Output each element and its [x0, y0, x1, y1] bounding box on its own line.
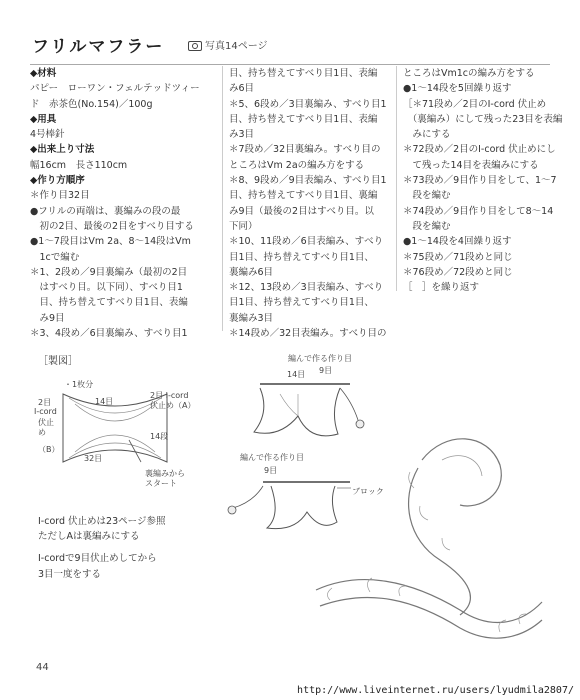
fourteen-stitches-label: 14目 [95, 397, 114, 406]
start-label-2: スタート [145, 479, 177, 488]
illus1-caption: 編んで作る作り目 [288, 354, 352, 363]
instruction-line: 初の2目、最後の2目をすべり目する [30, 220, 194, 232]
instruction-line: ◆作り方順序 [30, 175, 85, 187]
illus1-9-label: 9目 [319, 366, 333, 375]
instruction-line: 裏編み6目 [229, 266, 274, 278]
instruction-line: ◆材料 [30, 68, 57, 79]
instruction-line: ●1〜7段目はVm 2a、8〜14段はVm [30, 236, 191, 248]
instructions-column-2 [222, 66, 394, 340]
photo-reference-text: 写真14ページ [205, 41, 268, 52]
instruction-line: ＊12、13段め／3目表編み、すべり [229, 282, 384, 294]
illus2-9-label: 9目 [264, 466, 278, 475]
thirty-two-stitches-label: 32目 [84, 454, 103, 463]
camera-icon [188, 41, 202, 51]
instruction-line: ◆用具 [30, 113, 57, 125]
icord-left-label-1: 2目 [38, 398, 52, 407]
instruction-line: 段を編む [403, 190, 451, 202]
instruction-line: ●1〜14段を4回繰り返す [403, 236, 512, 248]
instruction-line: 目、持ち替えてすべり目1目、裏編 [229, 190, 378, 202]
instruction-line: ＊1、2段め／9目裏編み（最初の2目 [30, 266, 188, 278]
page-title: フリルマフラー [32, 37, 165, 57]
instruction-line: 目、持ち替えてすべり目1目、表編 [229, 113, 378, 125]
instruction-line: ［ ］を繰り返す [403, 282, 480, 294]
instruction-line: ＊5、6段め／3目裏編み、すべり目1 [229, 98, 387, 110]
instruction-line: 目1目、持ち替えてすべり目1目、 [229, 251, 374, 263]
instruction-line: 1cで編む [30, 251, 80, 263]
illus2-block-label: ブロック [352, 487, 384, 496]
instruction-line: ところはVm1cの編み方をする [403, 68, 535, 79]
icord-right-label-2: 伏止め（A） [150, 401, 196, 410]
icord-right-label-1: 2目 I-cord [150, 391, 189, 400]
instruction-line: ＊3、4段め／6目裏編み、すべり目1 [30, 328, 188, 340]
illus2-caption: 編んで作る作り目 [240, 453, 304, 462]
instruction-line: ●フリルの両端は、裏編みの段の最 [30, 205, 181, 217]
instruction-line: ド 赤茶色(No.154)／100g [30, 98, 153, 110]
instruction-line: 目1目、持ち替えてすべり目1目、 [229, 297, 374, 309]
instruction-line: み3目 [229, 129, 255, 141]
photo-reference [188, 37, 268, 52]
instruction-line: ＊8、9段め／9目表編み、すべり目1 [229, 175, 387, 187]
instruction-line: みにする [403, 129, 451, 141]
instruction-line: ＊74段め／9目作り目をして8〜14 [403, 205, 554, 217]
instruction-line: 段を編む [403, 220, 451, 232]
instruction-line: み9目 [30, 312, 65, 324]
instruction-line: 目、持ち替えてすべり目1目、表編 [30, 297, 188, 309]
instruction-line: ＊73段め／9目作り目をして、1〜7 [403, 175, 557, 187]
page-number: 44 [36, 662, 49, 673]
diagram-section-label: ［製図］ [38, 356, 78, 367]
instruction-line: （裏編み）にして残った23目を表編 [403, 113, 563, 125]
instruction-line: ＊作り目32目 [30, 190, 90, 202]
instruction-line: ところはVm 2aの編み方をする [229, 159, 365, 171]
instruction-line: ［＊71段め／2目のI-cord 伏止め [403, 98, 547, 110]
instruction-line: ＊10、11段め／6目表編み、すべり [229, 236, 384, 248]
instruction-line: て残った14目を表編みにする [403, 159, 539, 171]
icord-left-label-4: め [38, 428, 46, 437]
instruction-line: み6目 [229, 83, 255, 95]
instruction-line: 目、持ち替えてすべり目1目、表編 [229, 68, 378, 79]
instruction-line: ＊72段め／2目のI-cord 伏止めにし [403, 144, 556, 156]
instruction-line: み9目（最後の2目はすべり目。以 [229, 205, 374, 217]
instruction-line: 裏編み3目 [229, 312, 274, 324]
instructions-column-3 [396, 66, 571, 294]
instruction-line: ＊7段め／32目裏編み。すべり目の [229, 144, 381, 156]
one-piece-label: ・1枚分 [64, 380, 94, 389]
illus1-14-label: 14目 [287, 370, 306, 379]
instruction-line: ＊75段め／71段めと同じ [403, 251, 513, 263]
icord-left-label-3: 伏止 [38, 418, 54, 427]
scarf-sketch-illustration [310, 410, 550, 655]
fourteen-rows-label: 14段 [150, 432, 169, 441]
instruction-line: パピー ローワン・フェルテッドツィー [30, 83, 200, 95]
instruction-line: ＊76段め／72段めと同じ [403, 266, 513, 278]
b-mark-label: （B） [38, 445, 60, 454]
instruction-line: 幅16cm 長さ110cm [30, 159, 128, 171]
icord-left-label-2: I-cord [34, 407, 57, 416]
note-line-1: I-cord 伏止めは23ページ参照 [38, 516, 166, 527]
note-line-4: 3目一度をする [38, 569, 102, 580]
header-rule [30, 64, 550, 65]
note-line-2: ただしAは裏編みにする [38, 531, 140, 542]
note-line-3: I-cordで9目伏止めしてから [38, 553, 157, 564]
instruction-line: はすべり目。以下同）、すべり目1 [30, 282, 183, 294]
instructions-column-1 [30, 66, 216, 341]
instruction-line: ＊14段め／32目表編み。すべり目の [229, 328, 387, 340]
instruction-line: 4号棒針 [30, 129, 65, 141]
start-label-1: 裏編みから [145, 469, 185, 478]
source-url: http://www.liveinternet.ru/users/lyudmila2807/ [297, 685, 574, 696]
instruction-line: ●1〜14段を5回繰り返す [403, 83, 512, 95]
instruction-line: 下同） [229, 220, 258, 232]
instruction-line: ◆出来上り寸法 [30, 144, 95, 156]
